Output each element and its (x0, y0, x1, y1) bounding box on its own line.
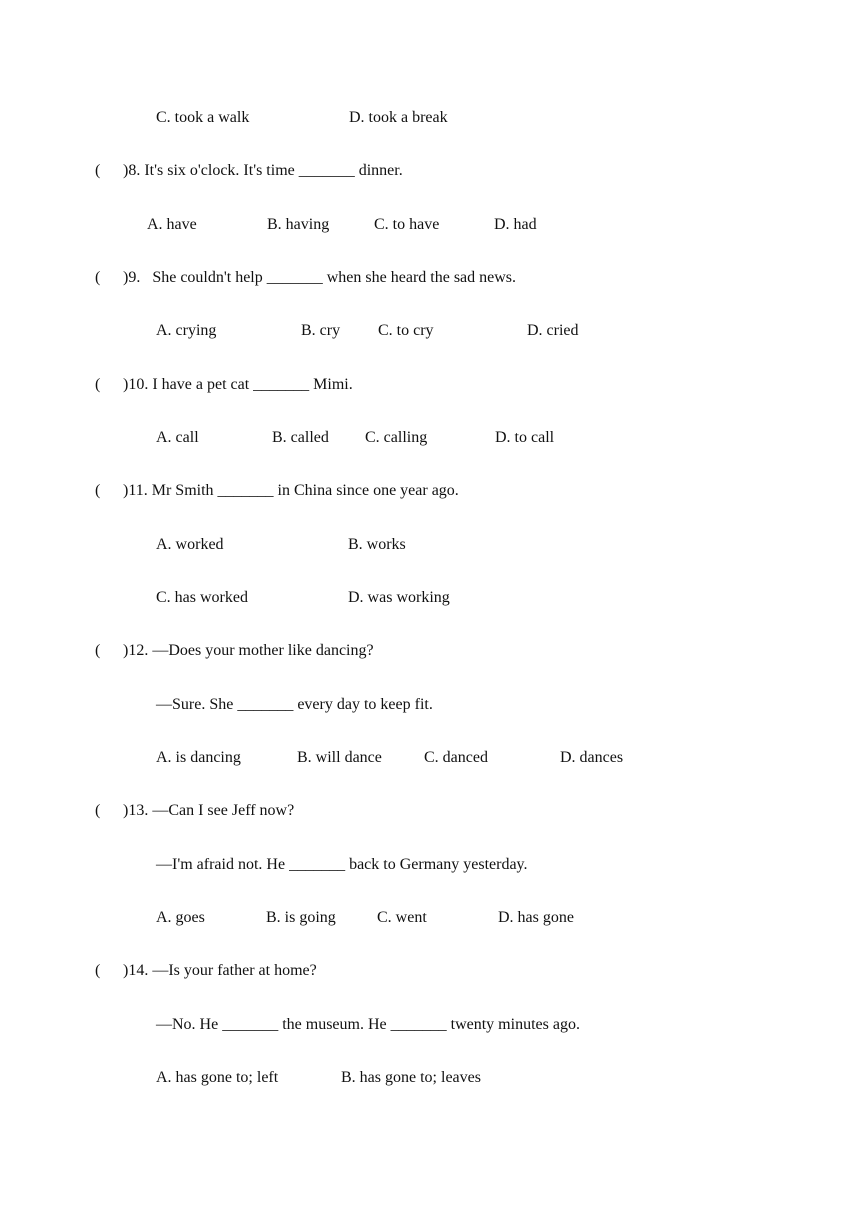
q7-option-d: D. took a break (349, 109, 448, 126)
q12-question: )12. —Does your mother like dancing? (123, 642, 374, 659)
q10-answer-bracket: ( (95, 376, 101, 393)
q13-option-d: D. has gone (498, 909, 574, 926)
q14-option-b: B. has gone to; leaves (341, 1069, 481, 1086)
q7-option-c: C. took a walk (156, 109, 250, 126)
q12-option-c: C. danced (424, 749, 488, 766)
q13-question: )13. —Can I see Jeff now? (123, 802, 295, 819)
q12-option-b: B. will dance (297, 749, 382, 766)
q13-answer-bracket: ( (95, 802, 101, 819)
q14-option-a: A. has gone to; left (156, 1069, 279, 1086)
q8-option-d: D. had (494, 216, 537, 233)
q13-option-b: B. is going (266, 909, 336, 926)
q13-option-a: A. goes (156, 909, 205, 926)
q8-option-c: C. to have (374, 216, 440, 233)
q9-question: )9. She couldn't help _______ when she heard the sad news. (123, 269, 517, 286)
q13-option-c: C. went (377, 909, 427, 926)
q11-answer-bracket: ( (95, 482, 101, 499)
q10-option-d: D. to call (495, 429, 555, 446)
q11-option-c: C. has worked (156, 589, 248, 606)
q12-option-a: A. is dancing (156, 749, 241, 766)
q10-option-c: C. calling (365, 429, 428, 446)
q11-option-b: B. works (348, 536, 406, 553)
q9-option-b: B. cry (301, 322, 341, 339)
q11-option-d: D. was working (348, 589, 450, 606)
q10-question: )10. I have a pet cat _______ Mimi. (123, 376, 353, 393)
q14-question: )14. —Is your father at home? (123, 962, 317, 979)
q9-option-c: C. to cry (378, 322, 434, 339)
q9-option-d: D. cried (527, 322, 579, 339)
q11-question: )11. Mr Smith _______ in China since one year ago. (123, 482, 459, 499)
q8-question: )8. It's six o'clock. It's time _______ dinner. (123, 162, 403, 179)
q10-option-a: A. call (156, 429, 199, 446)
q11-option-a: A. worked (156, 536, 224, 553)
q10-option-b: B. called (272, 429, 329, 446)
q14-dialogue-line: —No. He _______ the museum. He _______ twenty minutes ago. (156, 1016, 580, 1033)
q9-option-a: A. crying (156, 322, 217, 339)
q14-answer-bracket: ( (95, 962, 101, 979)
q13-dialogue-line: —I'm afraid not. He _______ back to Germany yesterday. (156, 856, 528, 873)
q8-option-b: B. having (267, 216, 330, 233)
q8-option-a: A. have (147, 216, 197, 233)
q12-answer-bracket: ( (95, 642, 101, 659)
q8-answer-bracket: ( (95, 162, 101, 179)
q12-dialogue-line: —Sure. She _______ every day to keep fit. (156, 696, 433, 713)
q9-answer-bracket: ( (95, 269, 101, 286)
q12-option-d: D. dances (560, 749, 624, 766)
